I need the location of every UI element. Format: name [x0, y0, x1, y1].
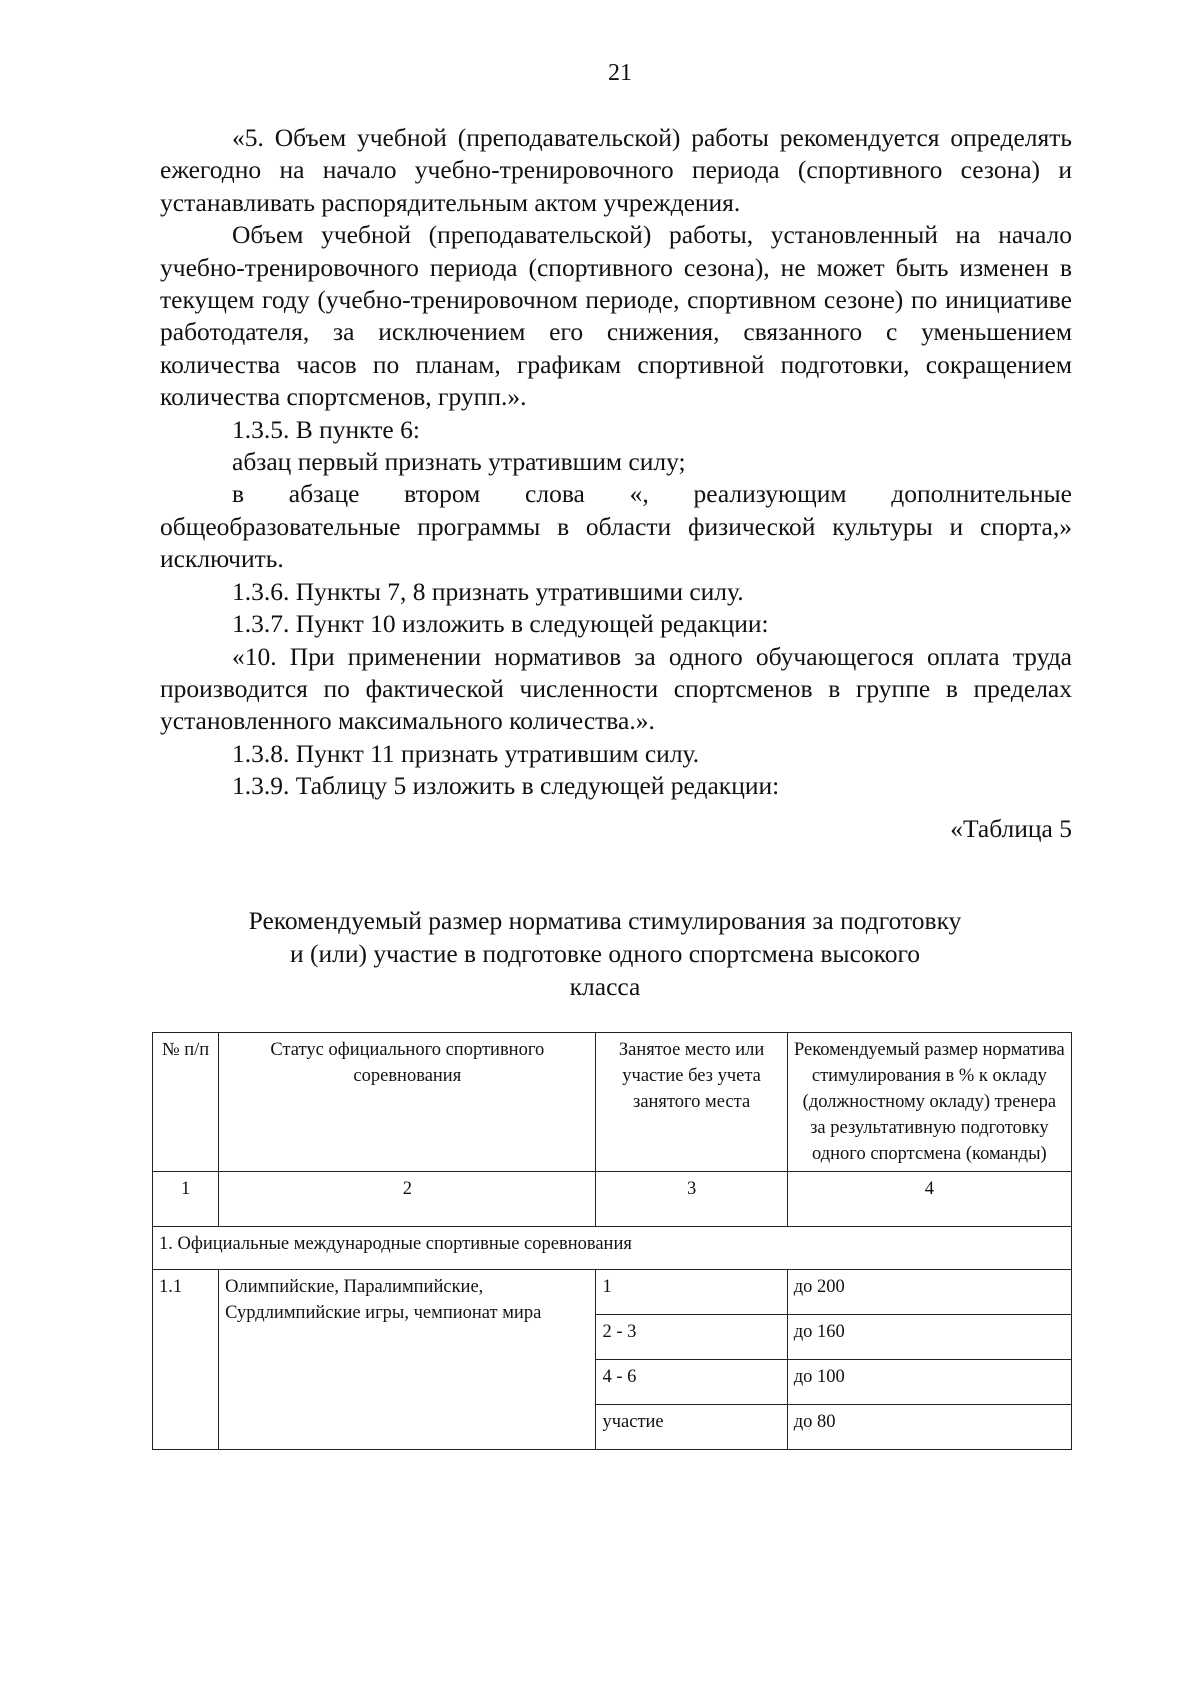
page-number: 21	[608, 60, 632, 86]
entry-number: 1.1	[153, 1270, 219, 1450]
entry-status: Олимпийские, Паралимпийские, Сурдлимпийские игры, чемпионат мира	[219, 1270, 596, 1450]
body-text	[160, 122, 1072, 845]
paragraph-7: 1.3.7. Пункт 10 изложить в следующей редакции:	[232, 609, 769, 639]
paragraph-5: в абзаце втором слова «, реализующим дополнительные общеобразовательные программы в области физической культуры и спорта,» исключить.	[160, 479, 1072, 574]
paragraph-1: «5. Объем учебной (преподавательской) работы рекомендуется определять ежегодно на начало учебно-тренировочного периода (спортивного сезона) и устанавливать распорядительным актом учреждения.	[160, 123, 1072, 217]
header-status: Статус официального спортивного соревнования	[219, 1033, 596, 1172]
value-cell: до 200	[787, 1270, 1071, 1315]
paragraph-3: 1.3.5. В пункте 6:	[232, 414, 420, 444]
table-title-line-2: и (или) участие в подготовке одного спортсмена высокого	[289, 939, 921, 968]
column-number-1: 1	[153, 1172, 219, 1227]
value-cell: до 160	[787, 1315, 1071, 1360]
value-cell: до 100	[787, 1360, 1071, 1405]
table-row	[153, 1270, 1072, 1315]
paragraph-2: Объем учебной (преподавательской) работы, установленный на начало учебно-тренировочного периода (спортивного сезона), не может быть изменен в текущем году (учебно-тренировочном периоде, спортивном сезоне) по инициативе работодателя, за исключением его снижения, связанного с уменьшением количества часов по планам, графикам спортивной подготовки, сокращением количества спортсменов, групп.».	[160, 220, 1072, 412]
column-number-4: 4	[787, 1172, 1071, 1227]
table-title-line-3: класса	[569, 972, 641, 1001]
section-title: 1. Официальные международные спортивные соревнования	[153, 1227, 1072, 1270]
section-row	[153, 1227, 1072, 1270]
column-number-row	[153, 1172, 1072, 1227]
place-cell: 1	[596, 1270, 787, 1315]
table-title	[200, 904, 1010, 1003]
paragraph-4: абзац первый признать утратившим силу;	[232, 447, 686, 477]
header-number: № п/п	[153, 1033, 219, 1172]
value-cell: до 80	[787, 1405, 1071, 1450]
header-norm: Рекомендуемый размер норматива стимулирования в % к окладу (должностному окладу) тренера за результативную подготовку одного спортсмена (команды)	[787, 1033, 1071, 1172]
paragraph-8: «10. При применении нормативов за одного обучающегося оплата труда производится по фактической численности спортсменов в группе в пределах установленного максимального количества.».	[160, 641, 1072, 736]
paragraph-10: 1.3.9. Таблицу 5 изложить в следующей редакции:	[232, 771, 780, 801]
table-title-line-1: Рекомендуемый размер норматива стимулирования за подготовку	[248, 906, 962, 935]
table-header-row	[153, 1033, 1072, 1172]
table-label: «Таблица 5	[950, 813, 1072, 843]
place-cell: 2 - 3	[596, 1315, 787, 1360]
column-number-3: 3	[596, 1172, 787, 1227]
header-place: Занятое место или участие без учета занятого места	[596, 1033, 787, 1172]
paragraph-9: 1.3.8. Пункт 11 признать утратившим силу.	[232, 738, 700, 768]
paragraph-6: 1.3.6. Пункты 7, 8 признать утратившими силу.	[232, 576, 744, 606]
place-cell: участие	[596, 1405, 787, 1450]
place-cell: 4 - 6	[596, 1360, 787, 1405]
column-number-2: 2	[219, 1172, 596, 1227]
norm-table	[152, 1032, 1072, 1450]
